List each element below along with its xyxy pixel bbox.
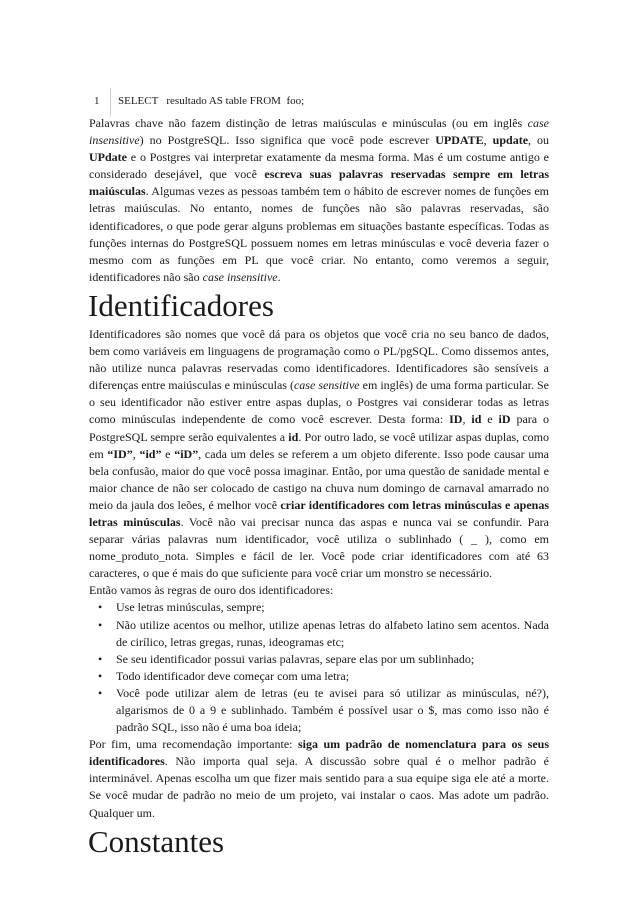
- bullet-icon: •: [98, 668, 103, 683]
- list-item: • Se seu identificador possui varias palavras, separe elas por um sublinhado;: [89, 651, 549, 668]
- bullet-icon: •: [98, 600, 103, 615]
- code-line-gutter: [88, 88, 111, 116]
- bullet-icon: •: [98, 617, 103, 632]
- code-listing: [88, 90, 558, 114]
- code-line-number: 1: [94, 95, 100, 107]
- list-item: • Todo identificador deve começar com uma letra;: [89, 668, 549, 685]
- paragraph-keywords: Palavras chave não fazem distinção de letras maiúsculas e minúsculas (ou em inglês case insensitive) no PostgreSQL. Isso significa que você pode escrever UPDATE, update, ou UPdate e o Postgres vai interpretar exatamente da mesma forma. Mas é um costume antigo e considerado desejável, que você escreva suas palavras reservadas sempre em letras maiúsculas. Algumas vezes as pessoas também tem o hábito de escrever nomes de funções em letras maiúsculas. No entanto, nomes de funções não são palavras reservadas, são identificadores, o que pode gerar alguns problemas em situações bastante específicas. Todas as funções internas do PostgreSQL possuem nomes em letras minúsculas e você deveria fazer o mesmo com as funções em PL que você criar. No entanto, como veremos a seguir, identificadores não são case insensitive.: [89, 116, 550, 284]
- list-item: • Você pode utilizar alem de letras (eu te avisei para só utilizar as minúsculas, né?), algarismos de 0 a 9 e sublinhado. Também é possível usar o $, mas como isso não é padrão SQL, isso não é uma boa ideia;: [98, 685, 549, 735]
- document-body: [89, 115, 549, 862]
- bullet-icon: •: [98, 685, 103, 700]
- paragraph-identifiers: Identificadores são nomes que você dá para os objetos que você cria no seu banco de dados, bem como variáveis em linguagens de programação como o PL/pgSQL. Como dissemos antes, não utilize nunca palavras reservadas como identificadores. Identificadores são sensíveis a diferenças entre maiúsculas e minúsculas (case sensitive em inglês) de uma forma particular. Se o seu identificador não estiver entre aspas duplas, o Postgres vai considerar todas as letras como minúsculas independente de como você escrever. Desta forma: ID, id e iD para o PostgreSQL sempre serão equivalentes a id. Por outro lado, se você utilizar aspas duplas, como em “ID”, “id” e “iD”, cada um deles se referem a um objeto diferente. Isso pode causar uma bela confusão, maior do que você possa imaginar. Então, por uma questão de sanidade mental e maior chance de não ser colocado de castigo na chuva num domingo de carnaval amarrado no meio da jaula dos leões, é melhor você criar identificadores com letras minúsculas e apenas letras minúsculas. Você não vai precisar nunca das aspas e nunca vai se confundir. Para separar várias palavras num identificador, você utiliza o sublinhado ( _ ), como em nome_produto_nota. Simples e fácil de ler. Você pode criar identificadores com até 63 caracteres, o que é mais do que suficiente para você criar um monstro se necessário.: [89, 326, 550, 581]
- bullet-icon: •: [98, 651, 103, 666]
- code-line: SELECT resultado AS table FROM foo;: [118, 95, 305, 107]
- heading-constantes: Constantes: [88, 823, 225, 859]
- heading-identificadores: Identificadores: [88, 287, 274, 323]
- paragraph-recommendation: Por fim, uma recomendação importante: siga um padrão de nomenclatura para os seus identificadores. Não importa qual seja. A discussão sobre qual é o melhor padrão é interminável. Apenas escolha um que fizer mais sentido para a sua equipe siga ele até a morte. Se você mudar de padrão no meio de um projeto, vai instalar o caos. Mas adote um padrão. Qualquer um.: [89, 737, 549, 820]
- rules-list: [89, 599, 549, 736]
- rules-intro: Então vamos às regras de ouro dos identificadores:: [89, 583, 334, 598]
- list-item: • Não utilize acentos ou melhor, utilize apenas letras do alfabeto latino sem acentos. Nada de cirílico, letras gregas, runas, ideogramas etc;: [98, 617, 549, 649]
- list-item: • Use letras minúsculas, sempre;: [89, 599, 549, 616]
